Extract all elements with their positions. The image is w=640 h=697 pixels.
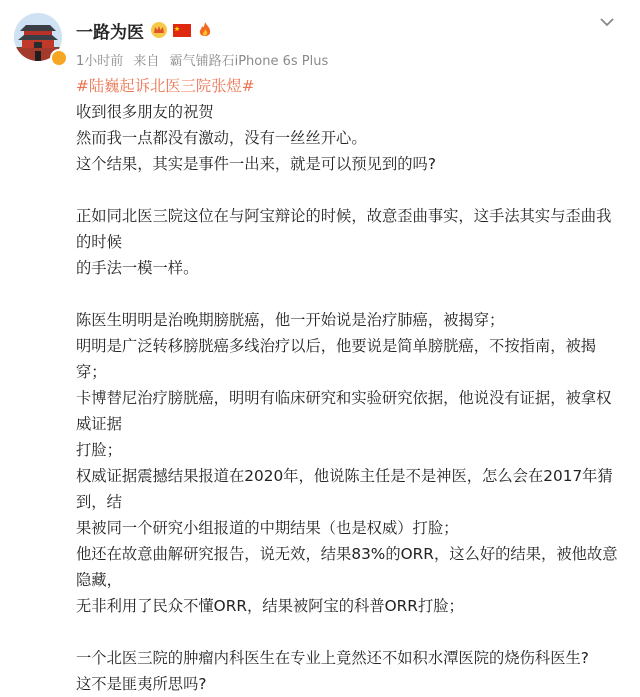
text-line: 明明是广泛转移膀胱癌多线治疗以后，他要说是简单膀胱癌，不按指南，被揭穿； <box>76 337 597 381</box>
paragraph-gap <box>76 281 622 307</box>
chevron-down-icon[interactable] <box>598 14 616 28</box>
post-time[interactable]: 1小时前 <box>76 54 124 69</box>
text-line: 权威证据震撼结果报道在2020年，他说陈主任是不是神医，怎么会在2017年猜到，结 <box>76 467 613 511</box>
text-line: 这不是匪夷所思吗? <box>76 675 207 693</box>
paragraph-gap <box>76 619 622 645</box>
author-name[interactable]: 一路为医 <box>76 22 144 43</box>
post-meta <box>76 50 334 69</box>
text-line: 的手法一模一样。 <box>76 259 199 277</box>
topic-link[interactable]: #陆巍起诉北医三院张煜# <box>76 77 255 95</box>
text-line: 他还在故意曲解研究报告，说无效，结果83%的ORR，这么好的结果，被他故意隐藏， <box>76 545 618 589</box>
source-prefix: 来自 <box>133 54 160 69</box>
verified-badge-icon <box>50 49 68 67</box>
text-line: 一个北医三院的肿瘤内科医生在专业上竟然还不如积水潭医院的烧伤科医生? <box>76 649 589 667</box>
post-source: 霸气铺路石iPhone 6s Plus <box>169 54 329 69</box>
paragraph-gap <box>76 177 622 203</box>
text-line: 卡博替尼治疗膀胱癌，明明有临床研究和实验研究依据，他说没有证据，被拿权威证据 <box>76 389 612 433</box>
text-line: 收到很多朋友的祝贺 <box>76 103 214 121</box>
china-flag-icon <box>173 21 191 39</box>
text-line: 打脸； <box>76 441 122 459</box>
post-content <box>76 73 622 697</box>
text-line: 果被同一个研究小组报道的中期结果（也是权威）打脸； <box>76 519 459 537</box>
author-row <box>76 17 219 43</box>
text-line: 无非利用了民众不懂ORR，结果被阿宝的科普ORR打脸； <box>76 597 464 615</box>
vip-crown-icon[interactable] <box>150 21 168 39</box>
text-line: 陈医生明明是治晚期膀胱癌，他一开始说是治疗肺癌，被揭穿； <box>76 311 505 329</box>
text-line: 这个结果，其实是事件一出来，就是可以预见到的吗? <box>76 155 436 173</box>
fire-icon <box>196 21 214 39</box>
text-line: 正如同北医三院这位在与阿宝辩论的时候，故意歪曲事实，这手法其实与歪曲我的时候 <box>76 207 612 251</box>
text-line: 然而我一点都没有激动，没有一丝丝开心。 <box>76 129 367 147</box>
